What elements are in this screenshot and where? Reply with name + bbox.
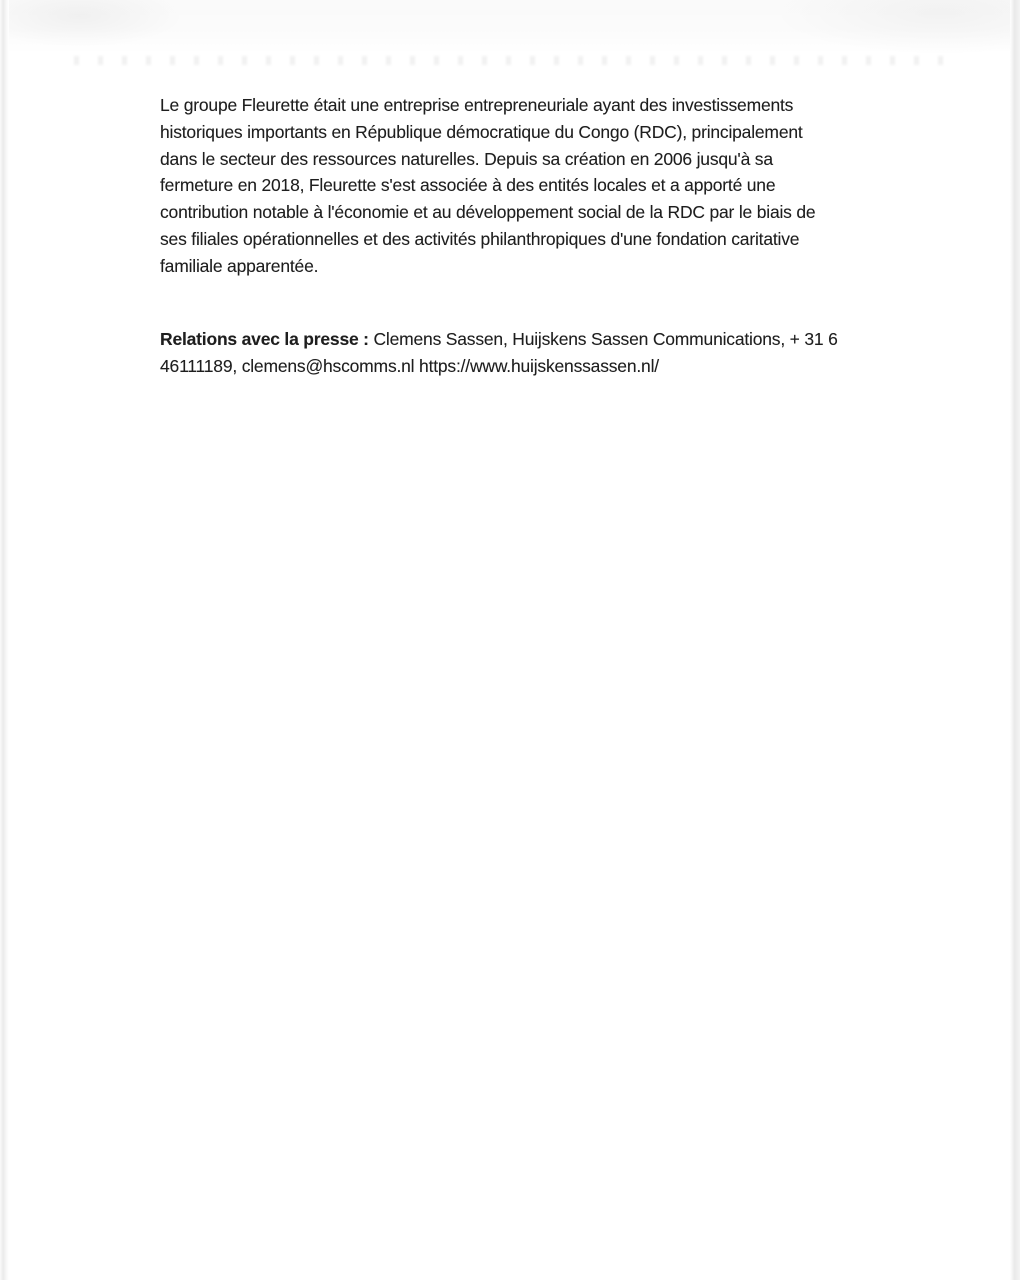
page-edge-left-shadow (0, 0, 9, 1280)
paragraph-line: ses filiales opérationnelles et des activités philanthropiques d'une fondation caritative (160, 228, 800, 249)
press-contact-paragraph (160, 326, 838, 380)
paragraph-line: contribution notable à l'économie et au développement social de la RDC par le biais de (160, 202, 816, 223)
paragraph-line: Le groupe Fleurette était une entreprise entrepreneuriale ayant des investissements (160, 95, 794, 115)
faded-text-ticks-artifact (74, 56, 956, 65)
page-edge-right-shadow (1010, 0, 1020, 1280)
paragraph-line: historiques importants en République démocratique du Congo (RDC), principalement (160, 121, 803, 142)
paragraph-line: familiale apparentée. (160, 255, 319, 276)
press-contact-line (160, 326, 838, 353)
paragraph-line: dans le secteur des ressources naturelles. Depuis sa création en 2006 jusqu'à sa (160, 148, 773, 169)
about-paragraph (160, 92, 815, 280)
press-contact-details: Clemens Sassen, Huijskens Sassen Communications, + 31 6 (373, 329, 838, 349)
press-contact-label: Relations avec la presse : (160, 329, 374, 349)
faded-header-smudge-artifact (9, 0, 1010, 54)
press-contact-line: 46111189, clemens@hscomms.nl https://www.huijskenssassen.nl/ (160, 355, 659, 376)
paragraph-line: fermeture en 2018, Fleurette s'est associée à des entités locales et a apporté une (160, 175, 776, 196)
